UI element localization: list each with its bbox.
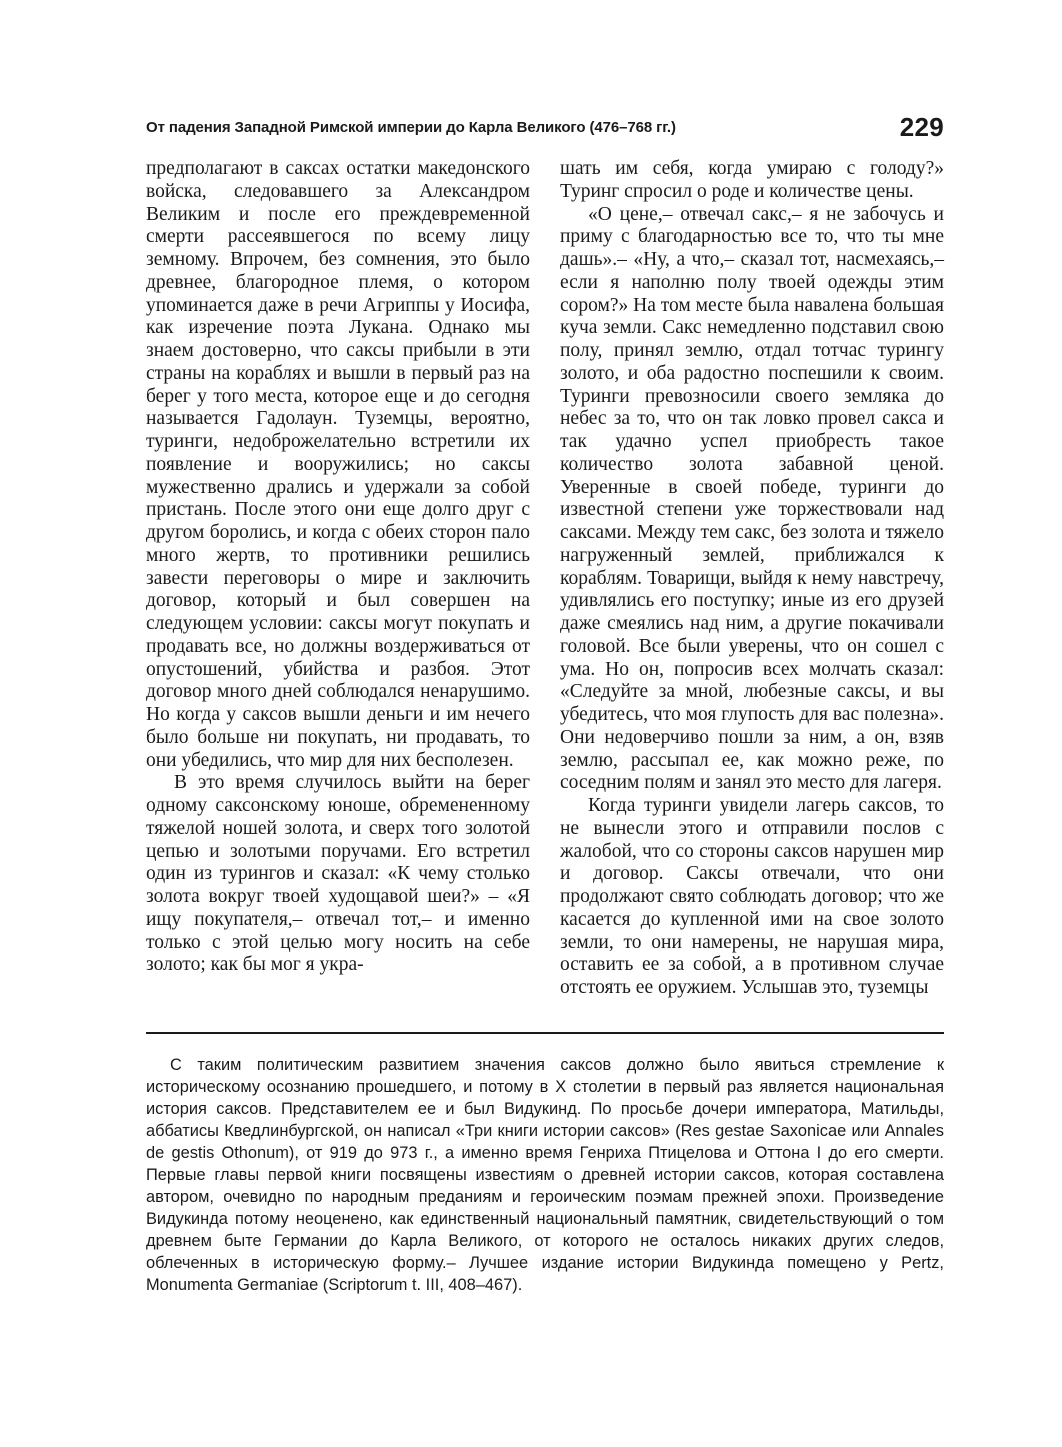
left-paragraph-1: предполагают в саксах остатки македонского войска, следовавшего за Александром Великим и после его преждевременной смерти рассеявшегося по всему лицу земному. Впрочем, без сомнения, это было древнее, благородное племя, о котором упоминается даже в речи Агриппы у Иосифа, как изречение поэта Лукана. Однако мы знаем достоверно, что саксы прибыли в эти страны на кораблях и вышли в первый раз на берег у того места, которое еще и до сегодня называется Гадолаун. Туземцы, вероятно, туринги, недоброжелательно встретили их появление и вооружились; но саксы мужественно дрались и удержали за собой пристань. После этого они еще долго друг с другом боролись, и когда с обеих сторон пало много жертв, то противники решились завести переговоры о мире и заключить договор, который и был совершен на следующем условии: саксы могут покупать и продавать все, но должны воздерживаться от опустошений, убийства и разбоя. Этот договор много дней соблюдался ненарушимо. Но когда у саксов вышли деньги и им нечего было больше ни покупать, ни продавать, то они убедились, что мир для них бесполезен. — [146, 158, 530, 771]
running-title: От падения Западной Римской империи до Карла Великого (476–768 гг.) — [146, 119, 676, 136]
running-head — [146, 112, 944, 148]
body-text — [146, 158, 944, 1018]
page-number: 229 — [899, 112, 944, 142]
book-page — [146, 104, 944, 1434]
right-paragraph-2: «О цене,– отвечал сакс,– я не забочусь и приму с благодарностью все то, что ты мне дашь».– «Ну, а что,– сказал тот, насмехаясь,– если я наполню полу твоей одежды этим сором?» На том месте была навалена большая куча земли. Сакс немедленно подставил свою полу, принял землю, отдал тотчас турингу золото, и оба радостно поспешили к своим. Туринги превозносили своего земляка до небес за то, что он так ловко провел сакса и так удачно успел приобресть такое количество золота забавной ценой. Уверенные в своей победе, туринги до известной степени уже торжествовали над саксами. Между тем сакс, без золота и тяжело нагруженный землей, приближался к кораблям. Товарищи, выйдя к нему навстречу, удивлялись его поступку; иные из его друзей даже смеялись над ним, а другие покачивали головой. Все были уверены, что он сошел с ума. Но он, попросив всех молчать сказал: «Следуйте за мной, любезные саксы, и вы убедитесь, что моя глупость для вас полезна». Они недоверчиво пошли за ним, а он, взяв землю, рассыпал ее, как можно реже, по соседним полям и занял это место для лагеря. — [560, 203, 944, 794]
footnote: С таким политическим развитием значения саксов должно было явиться стремление к историческому осознанию прошедшего, и потому в X столетии в первый раз является национальная история саксов. Представителем ее и был Видукинд. По просьбе дочери императора, Матильды, аббатисы Кведлинбургской, он написал «Три книги истории саксов» (Res gestae Saxonicae или Annales de gestis Othonum), от 919 до 973 г., а именно время Генриха Птицелова и Оттона I до его смерти. Первые главы первой книги посвящены известиям о древней истории саксов, которая составлена автором, очевидно по народным преданиям и героическим поэмам прежней эпохи. Произведение Видукинда потому неоценено, как единственный национальный памятник, свидетельствующий о том древнем быте Германии до Карла Великого, от которого не осталось никаких других следов, облеченных в историческую форму.– Лучшее издание истории Видукинда помещено у Pertz, Monumenta Germaniae (Scriptorum t. III, 408–467). — [146, 1056, 944, 1294]
right-paragraph-3: Когда туринги увидели лагерь саксов, то не вынесли этого и отправили послов с жалобой, что со стороны саксов нарушен мир и договор. Саксы отвечали, что они продолжают свято соблюдать договор; что же касается до купленной ими на свое золото земли, то они намерены, не нарушая мира, оставить ее за собой, а в противном случае отстоять ее оружием. Услышав это, туземцы — [560, 795, 944, 998]
right-column — [560, 158, 944, 1000]
left-paragraph-2: В это время случилось выйти на берег одному саксонскому юноше, обремененному тяжелой ношей золота, и сверх того золотой цепью и золотыми поручами. Его встретил один из турингов и сказал: «К чему столько золота вокруг твоей худощавой шеи?» – «Я ищу покупателя,– отвечал тот,– и именно только с этой целью могу носить на себе золото; как бы мог я укра- — [146, 772, 530, 976]
right-paragraph-1: шать им себя, когда умираю с голоду?» Туринг спросил о роде и количестве цены. — [560, 158, 944, 202]
footnote-divider — [146, 1032, 944, 1034]
left-column — [146, 158, 530, 977]
